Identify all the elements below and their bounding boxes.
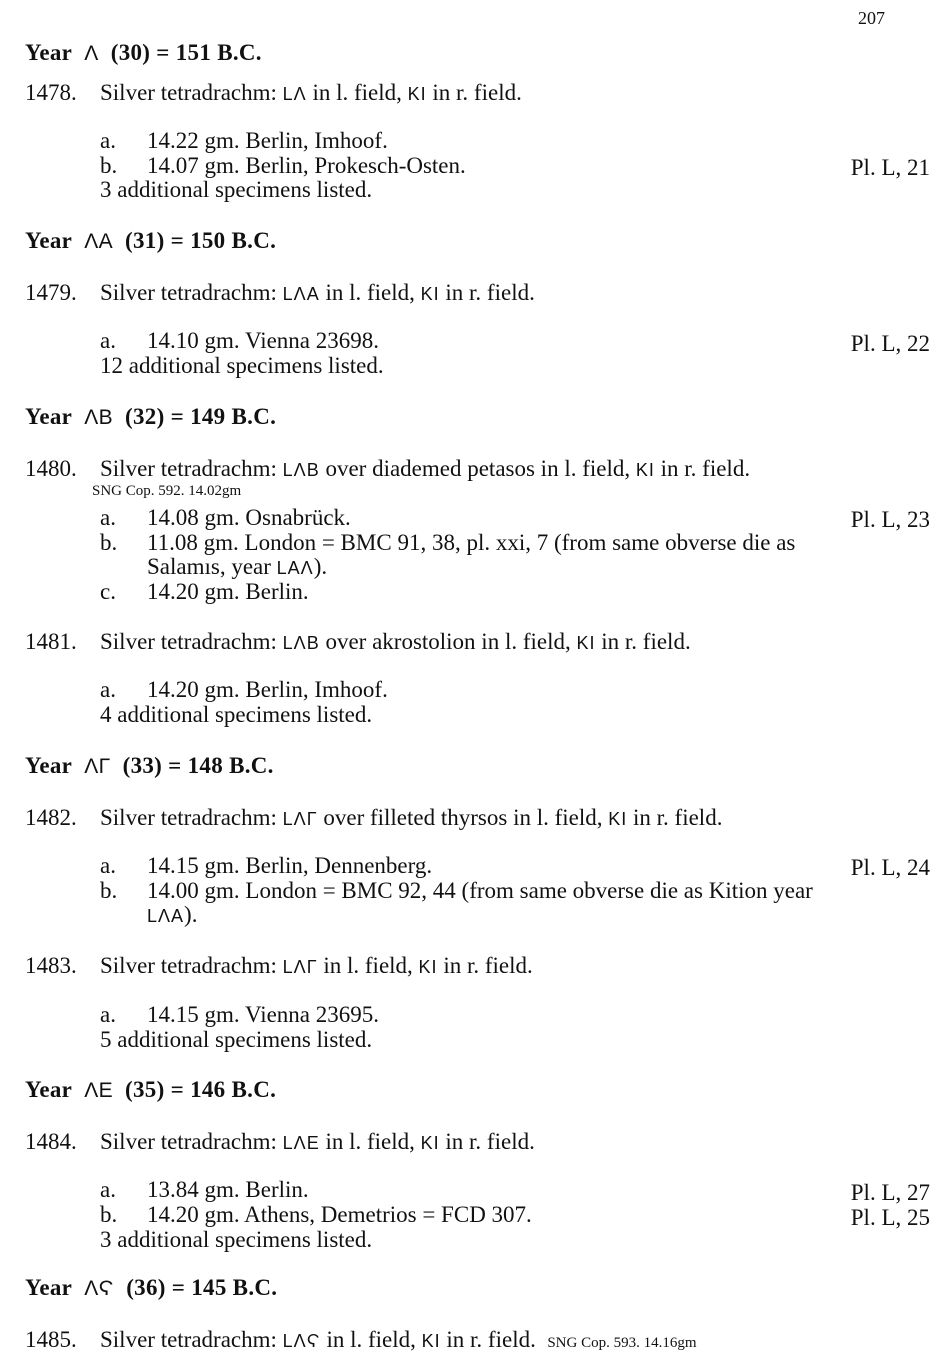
left-field-symbol: LΛϚ (282, 1331, 321, 1351)
specimen (100, 1002, 379, 1028)
entry-desc: Silver tetradrachm: (100, 280, 277, 305)
year-symbol: LΛA (147, 906, 185, 926)
specimen-letter: a. (100, 1177, 116, 1202)
left-field-symbol: LΛA (282, 284, 320, 304)
entry-desc: in r. field. (660, 456, 751, 481)
specimen-text: ). (184, 902, 198, 927)
specimen-letter: b. (100, 530, 118, 555)
specimen (100, 128, 388, 154)
entry-1484 (25, 1129, 535, 1156)
additional-specimens: 3 additional specimens listed. (100, 1227, 373, 1252)
specimen-text: 14.20 gm. Athens, Demetrios = FCD 307. (147, 1202, 532, 1227)
specimen (100, 1177, 309, 1203)
entry-1478 (25, 80, 522, 107)
right-field-symbol: KI (420, 284, 440, 304)
plate-reference: Pl. L, 21 (850, 155, 930, 180)
plate-reference: Pl. L, 22 (850, 331, 930, 356)
year-symbol: ΛA (84, 230, 113, 253)
specimen (100, 505, 351, 531)
specimen (100, 853, 432, 879)
entry-desc: Silver tetradrachm: (100, 629, 277, 654)
left-field-symbol: LΛ (282, 84, 307, 104)
plate-reference: Pl. L, 27 (850, 1180, 930, 1205)
specimen-letter: a. (100, 1002, 116, 1027)
additional-specimens: 5 additional specimens listed. (100, 1027, 373, 1052)
specimen-letter: a. (100, 328, 116, 353)
entry-number: 1482. (25, 805, 77, 830)
specimen-continuation (147, 554, 327, 581)
specimen-text: 13.84 gm. Berlin. (147, 1177, 309, 1202)
year-date: (35) = 146 B.C. (125, 1077, 277, 1102)
handwritten-note: SNG Cop. 593. 14.16gm (547, 1335, 697, 1351)
year-label: Year (25, 1275, 73, 1300)
specimen-text: 11.08 gm. London = BMC 91, 38, pl. xxi, 7 (from same obverse die as (147, 530, 796, 555)
specimen (100, 153, 466, 179)
plate-reference: Pl. L, 23 (850, 507, 930, 532)
entry-desc: over filleted thyrsos in l. field, (323, 805, 603, 830)
left-field-symbol: LΛE (282, 1133, 320, 1153)
year-heading (25, 40, 262, 67)
entry-number: 1481. (25, 629, 77, 654)
specimen-text: Salamıs, year (147, 554, 271, 579)
entry-desc: in l. field, (325, 280, 415, 305)
additional-specimens: 3 additional specimens listed. (100, 177, 373, 202)
specimen-text: 14.15 gm. Berlin, Dennenberg. (147, 853, 433, 878)
entry-1481 (25, 629, 691, 656)
right-field-symbol: KI (407, 84, 427, 104)
year-label: Year (25, 40, 73, 65)
entry-desc: over akrostolion in l. field, (325, 629, 571, 654)
entry-number: 1480. (25, 456, 77, 481)
additional-specimens: 4 additional specimens listed. (100, 702, 373, 727)
right-field-symbol: KI (635, 460, 655, 480)
entry-desc: in r. field. (443, 953, 533, 978)
specimen-text: ). (313, 554, 328, 579)
specimen (100, 677, 388, 703)
year-symbol: ΛB (84, 406, 113, 429)
specimen (100, 878, 813, 904)
specimen-letter: a. (100, 853, 116, 878)
specimen-text: 14.15 gm. Vienna 23695. (147, 1002, 380, 1027)
year-label: Year (25, 404, 73, 429)
left-field-symbol: LΛB (282, 460, 320, 480)
year-symbol: ΛΓ (84, 755, 111, 778)
entry-1479 (25, 280, 535, 307)
specimen-letter: a. (100, 505, 116, 530)
entry-number: 1484. (25, 1129, 77, 1154)
year-heading (25, 228, 276, 255)
additional-specimens: 12 additional specimens listed. (100, 353, 384, 378)
specimen-text: 14.00 gm. London = BMC 92, 44 (from same obverse die as Kition year (147, 878, 813, 903)
entry-desc: in r. field. (432, 80, 522, 105)
year-date: (31) = 150 B.C. (125, 228, 277, 253)
entry-desc: in r. field. (445, 280, 535, 305)
left-field-symbol: LΛB (282, 633, 320, 653)
entry-desc: in l. field, (326, 1327, 416, 1352)
entry-desc: in r. field. (445, 1129, 535, 1154)
year-symbol: LAΛ (276, 558, 314, 578)
entry-number: 1483. (25, 953, 77, 978)
year-symbol: Λ (84, 42, 99, 65)
entry-desc: Silver tetradrachm: (100, 953, 277, 978)
specimen-continuation (147, 902, 197, 929)
right-field-symbol: KI (420, 1133, 440, 1153)
year-heading (25, 404, 276, 431)
entry-desc: Silver tetradrachm: (100, 1327, 277, 1352)
specimen-letter: a. (100, 128, 116, 153)
specimen-text: 14.10 gm. Vienna 23698. (147, 328, 380, 353)
entry-number: 1479. (25, 280, 77, 305)
year-heading (25, 753, 274, 780)
specimen-text: 14.07 gm. Berlin, Prokesch-Osten. (147, 153, 466, 178)
entry-desc: over diademed petasos in l. field, (325, 456, 631, 481)
year-symbol: ΛE (84, 1079, 113, 1102)
entry-desc: Silver tetradrachm: (100, 1129, 277, 1154)
specimen (100, 530, 795, 556)
specimen (100, 579, 309, 605)
left-field-symbol: LΛΓ (282, 957, 318, 977)
year-label: Year (25, 1077, 73, 1102)
entry-desc: Silver tetradrachm: (100, 456, 277, 481)
entry-desc: in r. field. (601, 629, 691, 654)
specimen-letter: b. (100, 878, 118, 903)
year-symbol: ΛϚ (84, 1277, 115, 1300)
entry-number: 1478. (25, 80, 77, 105)
right-field-symbol: KI (418, 957, 438, 977)
specimen-letter: a. (100, 677, 116, 702)
year-date: (30) = 151 B.C. (110, 40, 262, 65)
entry-desc: in r. field. (446, 1327, 536, 1352)
entry-desc: in r. field. (633, 805, 723, 830)
specimen-text: 14.20 gm. Berlin. (147, 579, 309, 604)
plate-reference: Pl. L, 25 (850, 1205, 930, 1230)
specimen-letter: c. (100, 579, 116, 604)
year-label: Year (25, 228, 73, 253)
specimen (100, 328, 379, 354)
year-date: (33) = 148 B.C. (122, 753, 274, 778)
plate-reference: Pl. L, 24 (850, 855, 930, 880)
specimen-text: 14.20 gm. Berlin, Imhoof. (147, 677, 388, 702)
handwritten-note: SNG Cop. 592. 14.02gm (92, 483, 242, 499)
year-date: (32) = 149 B.C. (125, 404, 277, 429)
entry-desc: in l. field, (325, 1129, 415, 1154)
year-label: Year (25, 753, 73, 778)
entry-1485 (25, 1327, 697, 1356)
specimen-text: 14.22 gm. Berlin, Imhoof. (147, 128, 388, 153)
entry-desc: in l. field, (323, 953, 413, 978)
right-field-symbol: KI (608, 809, 628, 829)
specimen-letter: b. (100, 153, 118, 178)
entry-desc: in l. field, (312, 80, 402, 105)
right-field-symbol: KI (576, 633, 596, 653)
entry-desc: Silver tetradrachm: (100, 805, 277, 830)
year-date: (36) = 145 B.C. (126, 1275, 278, 1300)
right-field-symbol: KI (421, 1331, 441, 1351)
entry-1482 (25, 805, 722, 832)
specimen-letter: b. (100, 1202, 118, 1227)
entry-desc: Silver tetradrachm: (100, 80, 277, 105)
year-heading (25, 1275, 277, 1302)
specimen (100, 1202, 532, 1228)
entry-1483 (25, 953, 533, 980)
page-number: 207 (858, 8, 885, 28)
left-field-symbol: LΛΓ (282, 809, 318, 829)
entry-number: 1485. (25, 1327, 77, 1352)
year-heading (25, 1077, 276, 1104)
specimen-text: 14.08 gm. Osnabrück. (147, 505, 351, 530)
